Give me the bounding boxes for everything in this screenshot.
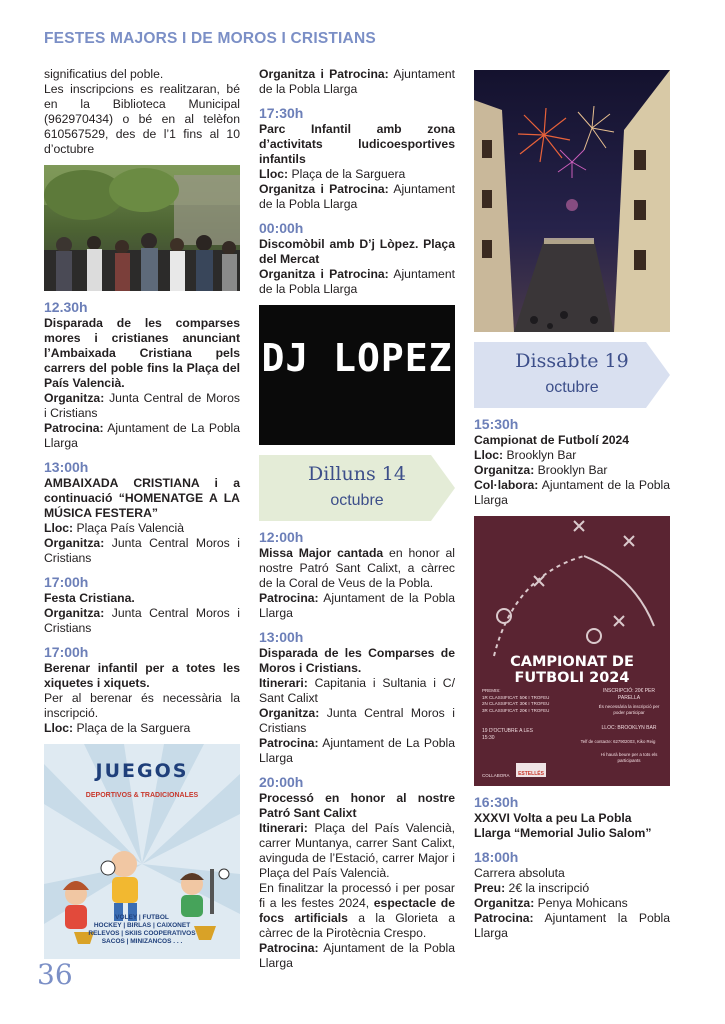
sponsor: Ajuntament la Pobla Llarga [474, 911, 670, 940]
poster-prizes: PREMIS: 1R CLASSIFICAT: 50€ I TROFEU 2N CLASSIFICAT: 30€ I TROFEU 3R CLASSIFICAT: 20€ I TROFEU [482, 688, 550, 713]
organizer: Brooklyn Bar [534, 463, 608, 477]
label-patrocina: Patrocina: [259, 941, 319, 955]
banner-day: Dissabte 19 [515, 350, 629, 372]
banner-month: octubre [545, 379, 599, 396]
poster-title: CAMPIONAT DE FUTBOLI 2024 [510, 654, 634, 686]
event-title: Berenar infantil per a totes les xiquetes i xiquets. [44, 661, 240, 690]
dj-logo-image [259, 305, 455, 445]
event-time: 00:00h [259, 220, 304, 236]
sponsor: Ajuntament de la Pobla Llarga [259, 941, 455, 970]
label-organitza: Organitza: [44, 391, 105, 405]
page-header: FESTES MAJORS I DE MOROS I CRISTIANS [44, 30, 376, 47]
location: Brooklyn Bar [503, 448, 577, 462]
label-organitza: Organitza: [44, 536, 105, 550]
itinerary: Plaça del País Valencià, carrer Muntanya, carrer Sant Calixt, avinguda de l’Estació, carrer Major i Plaça del País Valencià. [259, 821, 455, 880]
poster-fun: Hi haurà beure per a tots els participants [600, 752, 658, 763]
label-patrocina: Patrocina: [259, 591, 319, 605]
event-text: en honor al nostre Patró Sant Calixt, a càrrec de la Coral de Veus de la Pobla. [259, 546, 455, 590]
label-col-labora: Col·labora: [474, 478, 539, 492]
event-title: Campionat de Futbolí 2024 [474, 433, 630, 447]
label-patrocina: Patrocina: [44, 421, 104, 435]
sponsor: Ajuntament de la Pobla Llarga [259, 591, 455, 620]
label-organitza: Organitza: [259, 706, 320, 720]
day-banner-dilluns [259, 455, 455, 521]
location: Plaça de la Sarguera [73, 721, 191, 735]
event-text: Carrera absoluta [474, 866, 565, 880]
event-highlight: espectacle de focs artificials [259, 896, 455, 925]
organizer: Junta Central de Moros i Cristians [44, 391, 240, 420]
poster-sponsor-logo: ESTELLÉS [518, 771, 544, 777]
label-lloc: Lloc: [44, 521, 74, 535]
label-organitza-patrocina: Organitza i Patrocina: [259, 182, 389, 196]
organizer: Penya Mohicans [534, 896, 628, 910]
event-title: Disparada de les Comparses de Moros i Cristians. [259, 646, 455, 675]
label-organitza: Organitza: [44, 606, 105, 620]
column-3 [474, 70, 670, 941]
poster-games-list: VOLEY | FUTBOL HOCKEY | BIRLAS | CAIXONET RELEVOS | SKIIS COOPERATIVOS SACOS | MINIZANCOS . . . [88, 914, 196, 945]
collaborator: Ajuntament de la Pobla Llarga [474, 478, 670, 507]
price: 2€ la inscripció [505, 881, 590, 895]
label-patrocina: Patrocina: [474, 911, 534, 925]
sponsor: Ajuntament de La Pobla Llarga [259, 736, 455, 765]
day-banner-dissabte [474, 342, 670, 408]
label-patrocina: Patrocina: [259, 736, 319, 750]
column-2 [259, 67, 455, 971]
event-time: 17:00h [44, 574, 89, 590]
event-title: Processó en honor al nostre Patró Sant Calixt [259, 791, 455, 820]
poster-inscription: INSCRIPCIÓ: 20€ PER PARELLA [603, 688, 655, 701]
label-organitza: Organitza: [474, 463, 535, 477]
poster-date: 19 D'OCTUBRE A LES 15:30 [482, 728, 533, 741]
event-text: a la Glorieta a càrrec de la Pirotècnia Crespo. [259, 911, 455, 940]
label-lloc: Lloc: [259, 167, 289, 181]
event-time: 17:30h [259, 105, 304, 121]
label-itinerari: Itinerari: [259, 676, 308, 690]
futboli-poster [474, 516, 670, 786]
event-time: 20:00h [259, 774, 304, 790]
location: Plaça de la Sarguera [288, 167, 406, 181]
banner-day: Dilluns 14 [308, 463, 406, 485]
organizer: Junta Central Moros i Cristians [259, 706, 455, 735]
event-title: Festa Cristiana. [44, 591, 135, 605]
label-organitza-patrocina: Organitza i Patrocina: [259, 267, 389, 281]
organizer: Junta Central Moros i Cristians [44, 606, 240, 635]
label-lloc: Lloc: [44, 721, 74, 735]
intro-text-2: Les inscripcions es realitzaran, bé en la Biblioteca Municipal (962970434) o bé en al telèfon 610567529, des de l’1 fins al 10 d’octubre [44, 82, 240, 156]
event-title: XXXVI Volta a peu La Pobla Llarga “Memorial Julio Salom” [474, 811, 652, 840]
label-organitza-patrocina: Organitza i Patrocina: [259, 67, 389, 81]
event-time: 15:30h [474, 416, 519, 432]
sponsor: Ajuntament de La Pobla Llarga [44, 421, 240, 450]
event-time: 12.30h [44, 299, 88, 315]
juegos-poster [44, 744, 240, 959]
poster-note: És necessària la inscripció per poder participar [598, 704, 660, 715]
organizer: Ajuntament de la Pobla Llarga [259, 267, 455, 296]
dj-logo-text: DJ LOPEZ [261, 336, 453, 380]
event-title: Disparada de les comparses mores i cristianes anunciant l’Ambaixada Cristiana pels carrers del poble fins la Plaça del País Valencià. [44, 316, 240, 390]
event-time: 13:00h [44, 459, 89, 475]
event-time: 18:00h [474, 849, 519, 865]
event-text: En finalitzar la processó i per posar fi a les festes 2024, [259, 881, 455, 910]
event-time: 17:00h [44, 644, 89, 660]
label-itinerari: Itinerari: [259, 821, 308, 835]
banner-month: octubre [330, 492, 384, 509]
organizer: Junta Central Moros i Cristians [44, 536, 240, 565]
event-title: AMBAIXADA CRISTIANA i a continuació “HOMENATGE A LA MÚSICA FESTERA” [44, 476, 240, 520]
event-title: Discomòbil amb D’j Lòpez. Plaça del Mercat [259, 237, 455, 266]
poster-subtitle: DEPORTIVOS & TRADICIONALES [85, 792, 199, 799]
event-time: 12:00h [259, 529, 304, 545]
intro-text-1: significatius del poble. [44, 67, 164, 81]
event-text: Per al berenar és necessària la inscripció. [44, 691, 240, 720]
poster-location: LLOC: BROOKLYN BAR [601, 725, 657, 731]
poster-contact: Telf de contacte: 627902003, Kiko Reig [580, 739, 656, 744]
location: Plaça País Valencià [73, 521, 185, 535]
organizer: Ajuntament de la Pobla Llarga [259, 67, 455, 96]
poster-title: JUEGOS [95, 760, 189, 782]
label-organitza: Organitza: [474, 896, 535, 910]
label-preu: Preu: [474, 881, 506, 895]
label-lloc: Lloc: [474, 448, 504, 462]
event-title: Parc Infantil amb zona d’activitats ludicoesportives infantils [259, 122, 455, 166]
event-time: 13:00h [259, 629, 304, 645]
event-title: Missa Major cantada [259, 546, 384, 560]
fireworks-photo [474, 70, 670, 332]
page-number: 36 [37, 958, 73, 991]
column-1 [44, 67, 240, 959]
crowd-photo [44, 165, 240, 291]
itinerary: Capitania i Sultania i C/ Sant Calixt [259, 676, 455, 705]
event-time: 16:30h [474, 794, 519, 810]
poster-collab-label: COLLABORA [482, 773, 510, 778]
organizer: Ajuntament de la Pobla Llarga [259, 182, 455, 211]
